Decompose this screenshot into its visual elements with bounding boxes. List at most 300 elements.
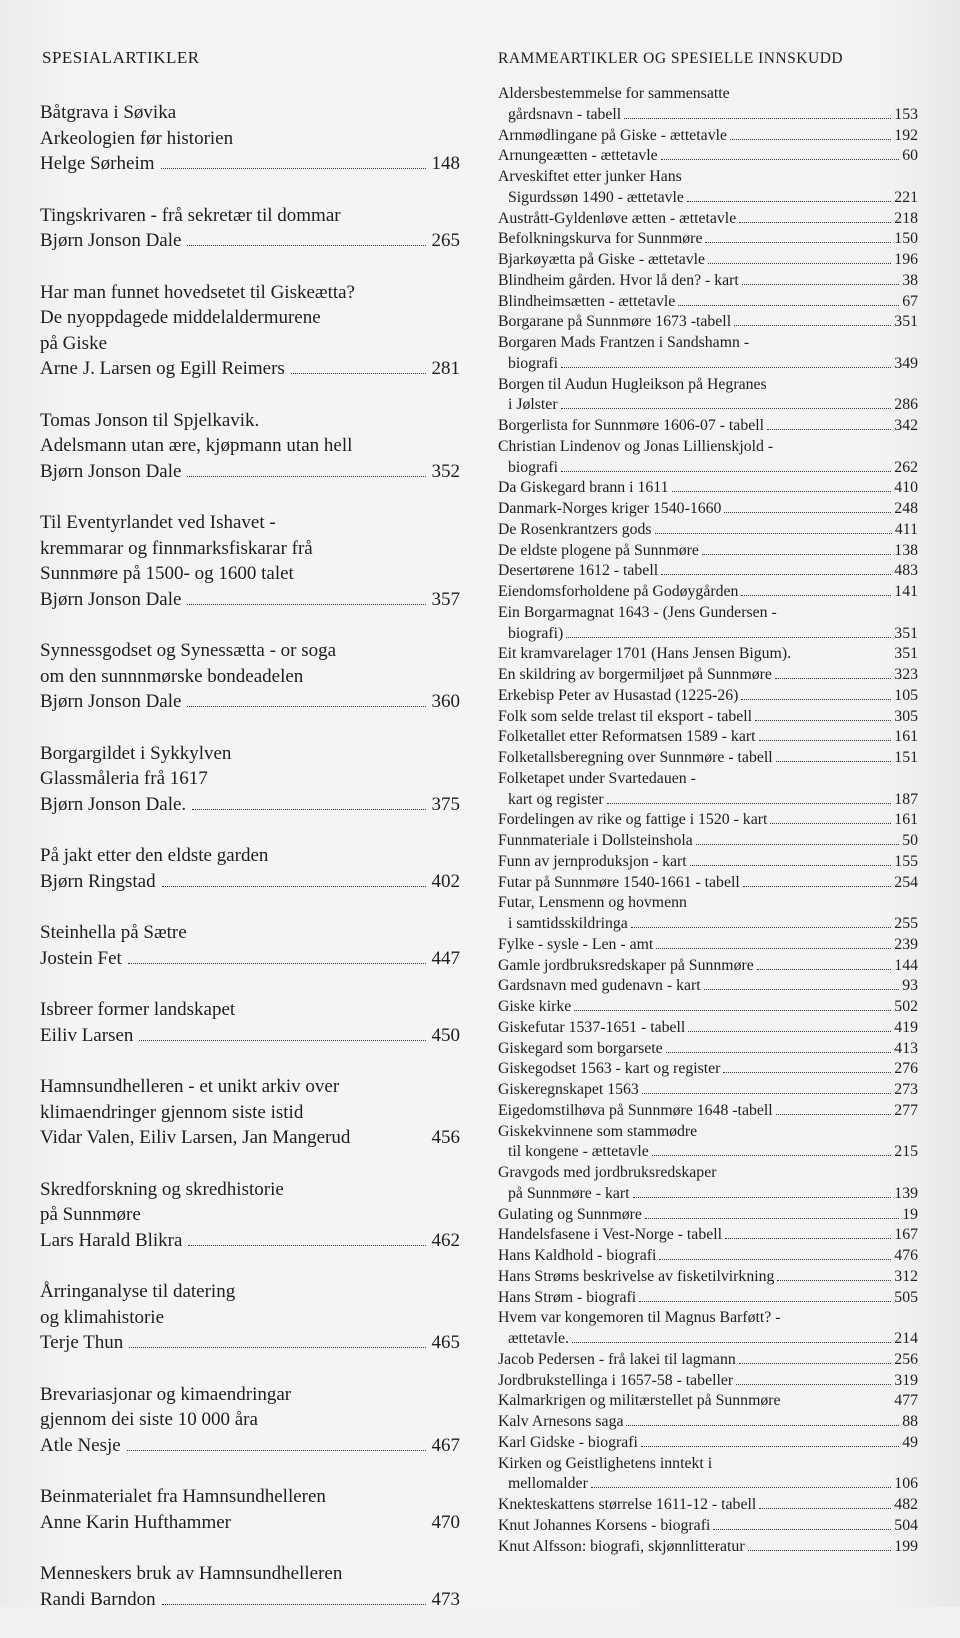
index-entry (498, 375, 918, 417)
article-title-line: Synnessgodset og Synessætta - or soga (40, 640, 337, 661)
page-number: 218 (894, 209, 918, 227)
dot-leader (777, 1280, 891, 1281)
toc-row (498, 561, 918, 582)
page-number: 138 (894, 541, 918, 559)
toc-row (40, 689, 460, 715)
index-entry-label-text: Gamle jordbruksredskaper på Sunnmøre (498, 956, 754, 974)
index-entry (498, 644, 918, 665)
toc-row (498, 582, 918, 603)
dot-leader (757, 969, 892, 970)
index-entry (498, 541, 918, 562)
index-entry-label-text: biografi (508, 458, 559, 476)
index-entry (498, 1205, 918, 1226)
page-number: 161 (894, 728, 918, 746)
page-number: 256 (894, 1350, 918, 1368)
article-entry (40, 100, 460, 177)
toc-row (40, 869, 460, 895)
article-entry (40, 1561, 460, 1612)
toc-row (498, 458, 918, 479)
dot-leader (192, 809, 425, 810)
page-number: 357 (431, 588, 460, 610)
dot-leader (725, 1238, 891, 1239)
dot-leader (742, 284, 899, 285)
toc-row (498, 520, 918, 541)
index-entry (498, 1371, 918, 1392)
toc-row (498, 686, 918, 707)
index-entry-label-text: i Jølster (508, 396, 558, 414)
index-entry (498, 1101, 918, 1122)
dot-leader (759, 1508, 891, 1509)
article-author-text: Bjørn Jonson Dale (40, 460, 182, 482)
dot-leader (639, 1301, 891, 1302)
article-title-line: og klimahistorie (40, 1306, 165, 1328)
index-entry (498, 561, 918, 582)
article-author-text: Bjørn Jonson Dale (40, 588, 182, 610)
page-number: 273 (894, 1081, 918, 1098)
index-entry-label-text: Arnungeætten - ættetavle (498, 147, 658, 165)
dot-leader (723, 1072, 891, 1073)
page-number: 410 (894, 479, 918, 497)
toc-row (498, 1184, 918, 1205)
page-number: 248 (894, 500, 918, 517)
dot-leader (624, 118, 891, 119)
article-author-text: Bjørn Jonson Dale (40, 230, 182, 251)
article-entry (40, 920, 460, 971)
index-entry (498, 1080, 918, 1101)
page-number: 465 (431, 1332, 460, 1353)
page-number: 351 (894, 645, 918, 663)
index-entry (498, 1308, 918, 1350)
index-entry (498, 707, 918, 728)
index-entry-label-text: på Sunnmøre - kart (508, 1184, 630, 1202)
dot-leader (187, 476, 425, 477)
index-entry-label-text: Funn av jernproduksjon - kart (498, 852, 687, 870)
dot-leader (129, 1347, 425, 1348)
article-title-line: Brevariasjonar og kimaendringar (40, 1383, 292, 1405)
index-entry (498, 250, 918, 271)
article-author-text: Randi Barndon (40, 1588, 156, 1610)
index-entry (498, 1391, 918, 1412)
dot-leader (626, 1425, 899, 1426)
dot-leader (591, 1487, 891, 1488)
article-entry (40, 1177, 460, 1254)
dot-leader (713, 1529, 891, 1530)
index-entry-label-text: Jacob Pedersen - frå lakei til lagmann (498, 1350, 736, 1368)
toc-row (498, 354, 918, 375)
page-number: 277 (894, 1101, 918, 1119)
page-number: 360 (431, 691, 460, 712)
page-number: 473 (431, 1588, 460, 1610)
dot-leader (161, 168, 426, 169)
article-title-line: Borgargildet i Sykkylven (40, 742, 232, 764)
dot-leader (645, 1218, 899, 1219)
dot-leader (759, 740, 892, 741)
article-title-line: Tomas Jonson til Spjelkavik. (40, 409, 260, 431)
index-entry-label-text: Danmark-Norges kriger 1540-1660 (498, 500, 722, 517)
toc-row (498, 810, 918, 831)
toc-row (498, 541, 918, 562)
page-number: 351 (894, 313, 918, 331)
index-entry (498, 810, 918, 831)
article-author-text: Vidar Valen, Eiliv Larsen, Jan Mangerud (40, 1127, 351, 1148)
page-number: 305 (894, 707, 918, 725)
index-entry (498, 976, 918, 997)
article-entry (40, 741, 460, 818)
dot-leader (666, 1052, 892, 1053)
special-articles-list (40, 100, 460, 1612)
page-number: 167 (894, 1226, 918, 1244)
page-number: 276 (894, 1060, 918, 1078)
article-title-line: Glassmåleria frå 1617 (40, 768, 208, 789)
dot-leader (755, 720, 891, 721)
page-number: 150 (894, 230, 918, 248)
page-number: 187 (894, 790, 918, 808)
index-entry (498, 333, 918, 375)
dot-leader (776, 1114, 892, 1115)
dot-leader (127, 1450, 426, 1451)
dot-leader (162, 886, 426, 887)
toc-row (498, 478, 918, 499)
index-entry-line: Aldersbestemmelse for sammensatte (498, 85, 730, 102)
toc-row (498, 1142, 918, 1163)
article-entry (40, 638, 460, 715)
page-number: 38 (902, 271, 918, 289)
index-entry-label-text: Borgarane på Sunnmøre 1673 -tabell (498, 313, 732, 331)
page-number: 148 (431, 153, 460, 174)
dot-leader (724, 512, 891, 513)
index-entry (498, 1495, 918, 1516)
dot-leader (661, 574, 891, 575)
page-number: 470 (431, 1511, 460, 1533)
article-entry (40, 997, 460, 1048)
index-entry (498, 582, 918, 603)
index-entry (498, 1350, 918, 1371)
index-entry-label-text: Giskegard som borgarsete (498, 1039, 663, 1057)
toc-row (498, 727, 918, 748)
dot-leader (652, 1155, 891, 1156)
page-number: 221 (894, 188, 918, 206)
page-number: 144 (894, 956, 918, 974)
index-entry-label-text: i samtidsskildringa (508, 915, 628, 932)
toc-row (498, 1101, 918, 1122)
index-entry-label-text: Befolkningskurva for Sunnmøre (498, 230, 703, 248)
page-number: 411 (894, 520, 918, 538)
index-entry (498, 437, 918, 479)
index-entry (498, 1163, 918, 1205)
page-number: 351 (894, 624, 918, 642)
toc-row (40, 1228, 460, 1254)
toc-row (498, 1433, 918, 1454)
toc-row (498, 976, 918, 997)
toc-row (498, 1516, 918, 1537)
index-entry-label-text: Knekteskattens størrelse 1611-12 - tabell (498, 1496, 757, 1513)
article-title-line: gjennom dei siste 10 000 åra (40, 1409, 258, 1430)
index-entry (498, 1537, 918, 1558)
index-entry (498, 146, 918, 167)
page-number: 153 (894, 105, 918, 123)
page-number: 196 (894, 251, 918, 268)
dot-leader (702, 554, 891, 555)
toc-row (40, 459, 460, 485)
toc-row (498, 997, 918, 1018)
page-number: 281 (431, 358, 460, 379)
index-entry (498, 416, 918, 437)
special-articles-heading: SPESIALARTIKLER (42, 48, 200, 67)
toc-row (498, 1288, 918, 1309)
article-title-line: Skredforskning og skredhistorie (40, 1178, 284, 1200)
page-number: 352 (431, 460, 460, 482)
index-entry (498, 893, 918, 935)
toc-row (498, 395, 918, 416)
index-entry-line: Borgen til Audun Hugleikson på Hegranes (498, 375, 767, 393)
index-entry-label-text: Folketallet etter Reformatsen 1589 - kart (498, 728, 756, 746)
dot-leader (561, 408, 892, 409)
toc-row (40, 946, 460, 972)
dot-leader (139, 1040, 425, 1041)
index-entry-label-text: Da Giskegard brann i 1611 (498, 479, 669, 497)
index-entry-label-text: Eigedomstilhøva på Sunnmøre 1648 -tabell (498, 1101, 773, 1119)
page-number: 151 (894, 749, 918, 766)
toc-row (498, 1537, 918, 1558)
page-number: 456 (431, 1127, 460, 1148)
dot-leader (687, 201, 891, 202)
index-entry (498, 478, 918, 499)
toc-row (40, 1510, 460, 1536)
index-entry-label-text: Blindheim gården. Hvor lå den? - kart (498, 271, 739, 289)
index-entry (498, 873, 918, 894)
page-number: 286 (894, 396, 918, 414)
page-number: 106 (894, 1475, 918, 1493)
index-entry-line: Ein Borgarmagnat 1643 - (Jens Gundersen - (498, 603, 777, 621)
index-entry-label-text: Hans Strøms beskrivelse av fisketilvirkning (498, 1267, 775, 1285)
index-entry-label-text: Blindheimsætten - ættetavle (498, 292, 676, 310)
toc-row (498, 1225, 918, 1246)
dot-leader (741, 699, 891, 700)
page-number: 482 (894, 1496, 918, 1513)
page-number: 349 (894, 354, 918, 372)
article-entry (40, 280, 460, 382)
article-entry (40, 408, 460, 485)
dot-leader (655, 533, 892, 534)
toc-row (498, 1474, 918, 1495)
toc-row (498, 1350, 918, 1371)
index-entry (498, 1412, 918, 1433)
index-entry (498, 1059, 918, 1080)
toc-row (498, 624, 918, 645)
toc-row (498, 1371, 918, 1392)
article-title-line: De nyoppdagede middelaldermurene (40, 307, 321, 328)
special-articles-column (40, 48, 460, 1638)
frame-articles-heading: RAMMEARTIKLER OG SPESIELLE INNSKUDD (498, 50, 844, 67)
index-entry-label-text: Bjarkøyætta på Giske - ættetavle (498, 251, 706, 268)
index-entry-line: Folketapet under Svartedauen - (498, 769, 696, 787)
page-number: 450 (431, 1024, 460, 1046)
article-author-text: Lars Harald Blikra (40, 1229, 183, 1251)
toc-row (498, 1205, 918, 1226)
page-number: 462 (431, 1229, 460, 1251)
dot-leader (656, 948, 891, 949)
toc-row (498, 126, 918, 147)
article-author-text: Bjørn Jonson Dale (40, 691, 182, 712)
index-entry-label-text: til kongene - ættetavle (508, 1143, 649, 1161)
toc-row (498, 665, 918, 686)
page-number: 375 (431, 793, 460, 815)
dot-leader (661, 159, 900, 160)
dot-leader (162, 1604, 426, 1605)
index-entry-line: Kirken og Geistlighetens inntekt i (498, 1454, 713, 1472)
index-entry-label-text: Eit kramvarelager 1701 (Hans Jensen Bigum). (498, 645, 792, 663)
index-entry (498, 312, 918, 333)
index-entry-line: Christian Lindenov og Jonas Lillienskjold - (498, 437, 774, 455)
dot-leader (642, 1093, 891, 1094)
dot-leader (566, 637, 891, 638)
index-entry-label-text: Arnmødlingane på Giske - ættetavle (498, 126, 727, 144)
toc-row (498, 209, 918, 230)
page-number: 402 (431, 870, 460, 892)
dot-leader (631, 927, 892, 928)
dot-leader (187, 245, 425, 246)
article-author-text: Bjørn Ringstad (40, 870, 156, 892)
index-entry (498, 1516, 918, 1537)
index-entry (498, 665, 918, 686)
index-entry-label-text: Kalmarkrigen og militærstellet på Sunnmøre (498, 1392, 781, 1410)
page-number: 255 (894, 915, 918, 932)
index-entry-label-text: mellomalder (508, 1475, 588, 1493)
dot-leader (607, 803, 892, 804)
index-entry-label-text: Hans Strøm - biografi (498, 1288, 637, 1306)
dot-leader (672, 491, 892, 492)
dot-leader (739, 1363, 892, 1364)
dot-leader (741, 595, 891, 596)
article-author-text: Helge Sørheim (40, 153, 155, 174)
toc-row (498, 956, 918, 977)
toc-row (498, 250, 918, 271)
page-number: 105 (894, 686, 918, 704)
toc-row (498, 644, 918, 665)
page-number: 476 (894, 1247, 918, 1264)
index-entry (498, 84, 918, 126)
article-title-line: på Giske (40, 332, 108, 354)
dot-leader (633, 1197, 892, 1198)
article-title-line: Arkeologien før historien (40, 127, 234, 149)
index-entry-label-text: Giske kirke (498, 998, 572, 1015)
article-author-text: Arne J. Larsen og Egill Reimers (40, 358, 285, 379)
article-title-line: om den sunnnmørske bondeadelen (40, 665, 304, 687)
index-entry-label-text: Desertørene 1612 - tabell (498, 562, 659, 580)
toc-row (498, 146, 918, 167)
page-number: 49 (902, 1433, 918, 1451)
index-entry (498, 292, 918, 313)
index-entry (498, 167, 918, 209)
dot-leader (734, 325, 891, 326)
dot-leader (188, 1245, 425, 1246)
article-title-line: klimaendringer gjennom siste istid (40, 1101, 304, 1123)
page-number: 477 (894, 1392, 918, 1410)
index-entry (498, 997, 918, 1018)
index-entry-label-text: De Rosenkrantzers gods (498, 520, 652, 538)
page-number: 504 (894, 1516, 918, 1534)
index-entry-label-text: Borgerlista for Sunnmøre 1606-07 - tabell (498, 417, 765, 434)
index-entry-label-text: gårdsnavn - tabell (508, 105, 622, 123)
toc-row (498, 1267, 918, 1288)
toc-row (498, 1018, 918, 1039)
toc-row (498, 292, 918, 313)
toc-row (40, 228, 460, 254)
toc-row (498, 914, 918, 935)
toc-row (498, 1391, 918, 1412)
article-title-line: Årringanalyse til datering (40, 1281, 236, 1302)
toc-row (498, 416, 918, 437)
index-entry (498, 209, 918, 230)
dot-leader (659, 1259, 891, 1260)
toc-row (498, 852, 918, 873)
index-entry-label-text: En skildring av borgermiljøet på Sunnmøre (498, 666, 772, 683)
index-entry-label-text: kart og register (508, 790, 604, 808)
toc-row (498, 1495, 918, 1516)
index-entry-label-text: Erkebisp Peter av Husastad (1225-26) (498, 686, 739, 704)
dot-leader (705, 242, 891, 243)
dot-leader (561, 471, 891, 472)
page-number: 19 (902, 1205, 918, 1223)
article-entry (40, 1074, 460, 1151)
index-entry (498, 1018, 918, 1039)
page-number: 192 (894, 126, 918, 144)
index-entry-label-text: biografi (508, 354, 559, 372)
index-entry (498, 1039, 918, 1060)
page-number: 50 (902, 832, 918, 849)
page-number: 447 (431, 947, 460, 969)
frame-articles-list (498, 84, 918, 1557)
toc-row (498, 1080, 918, 1101)
index-entry (498, 748, 918, 769)
toc-row (498, 229, 918, 250)
index-entry-label-text: Kalv Arnesons saga (498, 1413, 624, 1430)
index-entry (498, 769, 918, 811)
dot-leader (678, 305, 899, 306)
page-number: 215 (894, 1143, 918, 1161)
page-number: 413 (894, 1039, 918, 1057)
dot-leader (704, 989, 900, 990)
index-entry-label-text: Jordbrukstellinga i 1657-58 - tabeller (498, 1371, 734, 1389)
toc-row (498, 105, 918, 126)
toc-row (40, 1125, 460, 1151)
dot-leader (743, 886, 892, 887)
index-entry-label-text: Fordelingen av rike og fattige i 1520 - kart (498, 811, 768, 829)
toc-row (40, 1330, 460, 1356)
toc-row (40, 1023, 460, 1049)
toc-row (498, 499, 918, 520)
article-author-text: Eiliv Larsen (40, 1024, 134, 1046)
index-entry-label-text: Knut Alfsson: biografi, skjønnlitteratur (498, 1537, 745, 1555)
article-title-line: Har man funnet hovedsetet til Giskeætta? (40, 281, 355, 303)
page-number: 60 (902, 147, 918, 165)
index-entry-line: Gravgods med jordbruksredskaper (498, 1164, 717, 1181)
toc-row (40, 587, 460, 613)
index-entry-label-text: Gardsnavn med gudenavn - kart (498, 977, 701, 995)
index-entry-line: Futar, Lensmenn og hovmenn (498, 894, 687, 912)
index-entry (498, 1246, 918, 1267)
article-entry (40, 1279, 460, 1356)
dot-leader (730, 139, 891, 140)
index-entry-label-text: Austrått-Gyldenløve ætten - ættetavle (498, 209, 737, 227)
page-number: 199 (894, 1537, 918, 1555)
dot-leader (770, 823, 891, 824)
index-entry-label-text: ættetavle. (508, 1330, 569, 1347)
article-author-text: Terje Thun (40, 1332, 124, 1353)
page-number: 483 (894, 562, 918, 580)
index-entry (498, 852, 918, 873)
index-entry-label-text: Sigurdssøn 1490 - ættetavle (508, 188, 684, 206)
